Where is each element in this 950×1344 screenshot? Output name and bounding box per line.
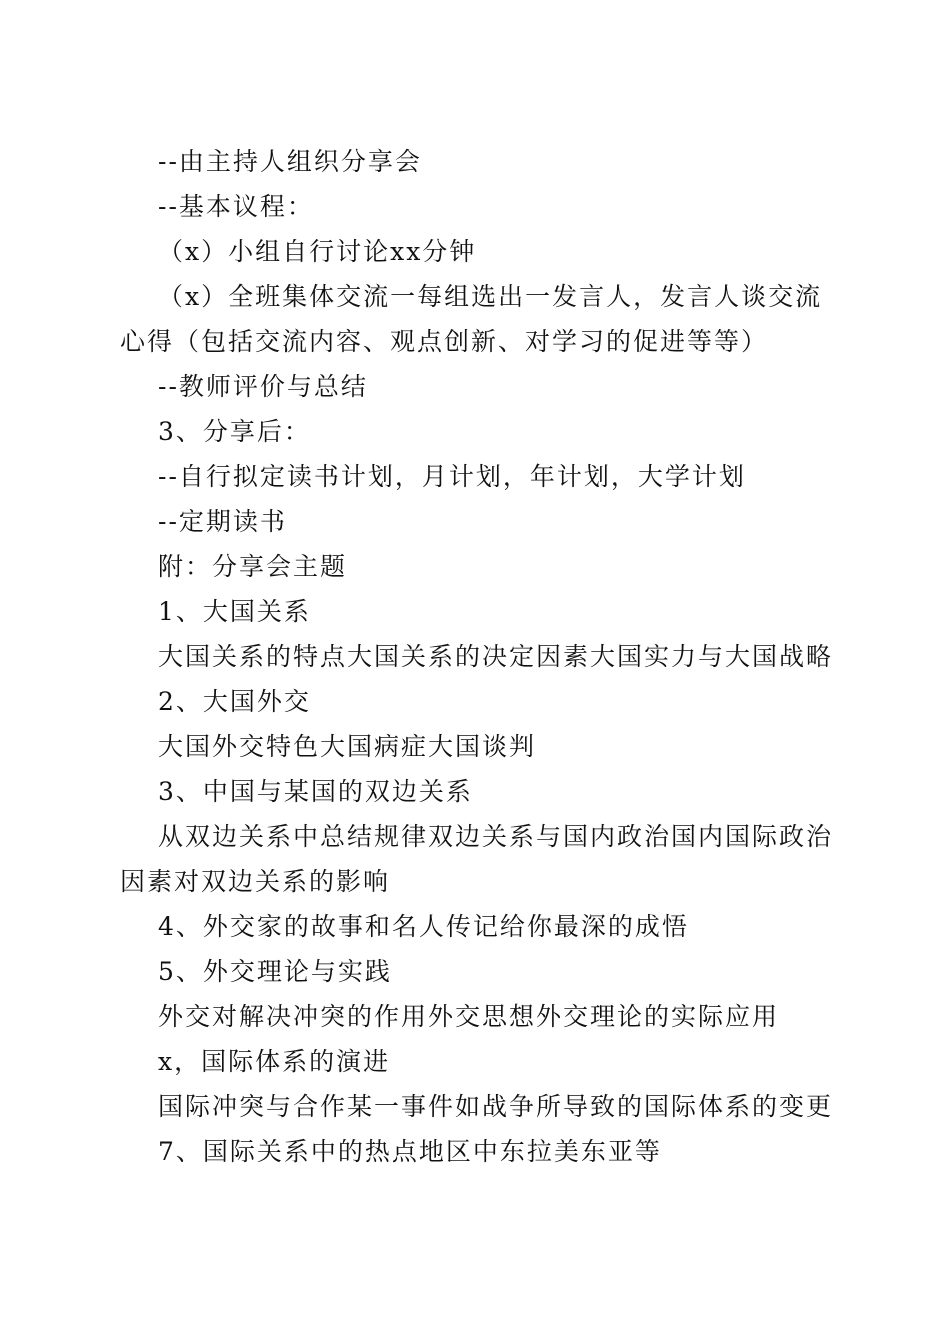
paragraph: --自行拟定读书计划，月计划，年计划，大学计划: [158, 462, 746, 491]
paragraph: --定期读书: [158, 507, 287, 536]
paragraph: （x）全班集体交流一每组选出一发言人，发言人谈交流心得（包括交流内容、观点创新、对学习的促进等等）: [120, 282, 823, 356]
paragraph: 2、大国外交: [158, 687, 311, 716]
paragraph: 大国关系的特点大国关系的决定因素大国实力与大国战略: [158, 642, 834, 671]
paragraph: 大国外交特色大国病症大国谈判: [158, 732, 537, 761]
paragraph: （x）小组自行讨论xx分钟: [158, 237, 477, 266]
paragraph: --由主持人组织分享会: [158, 147, 422, 176]
paragraph: 1、大国关系: [158, 597, 311, 626]
paragraph: 外交对解决冲突的作用外交思想外交理论的实际应用: [158, 1002, 780, 1031]
paragraph: 从双边关系中总结规律双边关系与国内政治国内国际政治因素对双边关系的影响: [120, 822, 834, 896]
paragraph: 3、分享后：: [158, 417, 311, 446]
paragraph: 附：分享会主题: [158, 552, 348, 581]
document-body: [120, 139, 835, 1174]
paragraph: --基本议程：: [158, 192, 314, 221]
paragraph: 7、国际关系中的热点地区中东拉美东亚等: [158, 1137, 662, 1166]
paragraph: 4、外交家的故事和名人传记给你最深的成悟: [158, 912, 689, 941]
paragraph: --教师评价与总结: [158, 372, 368, 401]
paragraph: x，国际体系的演进: [158, 1047, 391, 1076]
paragraph: 国际冲突与合作某一事件如战争所导致的国际体系的变更: [158, 1092, 834, 1121]
paragraph: 5、外交理论与实践: [158, 957, 392, 986]
paragraph: 3、中国与某国的双边关系: [158, 777, 473, 806]
